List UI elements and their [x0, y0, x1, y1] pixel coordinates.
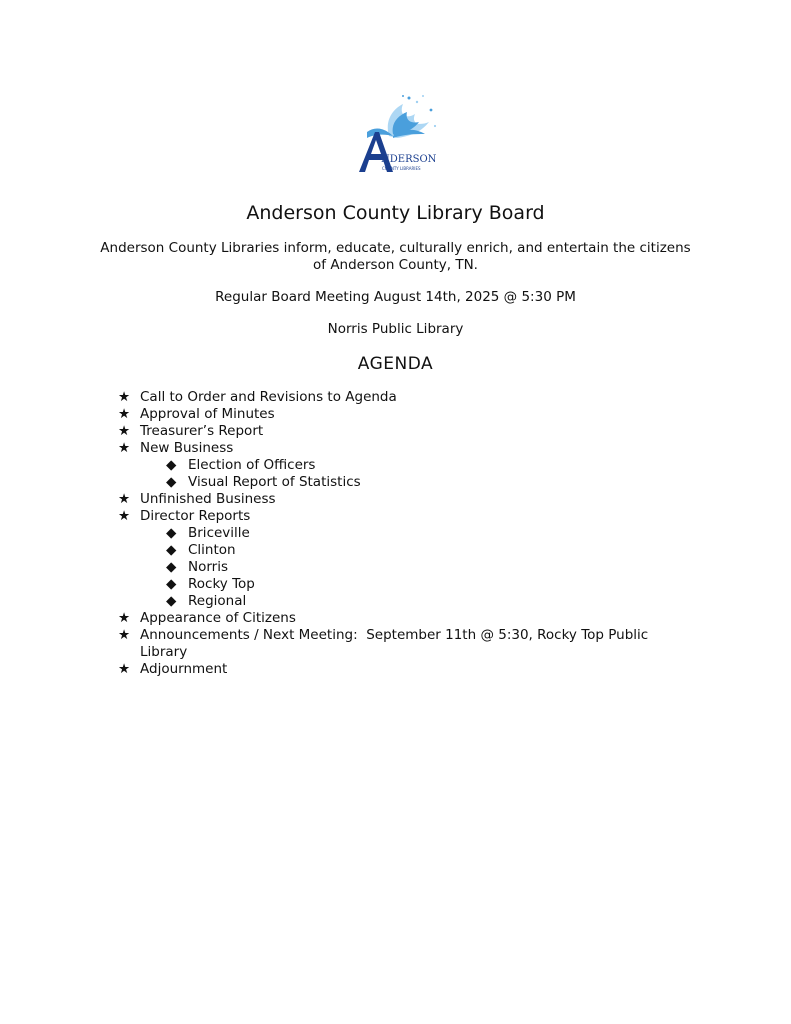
star-bullet-icon: ★	[118, 508, 131, 524]
agenda-subitem	[166, 474, 678, 491]
diamond-bullet-icon: ◆	[166, 457, 177, 473]
director-reports-sublist	[140, 525, 678, 610]
agenda-item-adjournment	[118, 661, 678, 678]
agenda-item-approval-minutes	[118, 406, 678, 423]
agenda-item-call-to-order	[118, 389, 678, 406]
mission-statement: Anderson County Libraries inform, educate, culturally enrich, and entertain the citizens of Anderson County, TN.	[100, 240, 691, 273]
star-bullet-icon: ★	[118, 661, 131, 677]
agenda-subitem	[166, 593, 678, 610]
agenda-item-label: New Business	[140, 440, 234, 456]
agenda-subitem	[166, 457, 678, 474]
star-bullet-icon: ★	[118, 423, 131, 439]
diamond-bullet-icon: ◆	[166, 542, 177, 558]
star-bullet-icon: ★	[118, 389, 131, 405]
agenda-subitem-label: Briceville	[188, 525, 250, 541]
agenda-item-appearance-citizens	[118, 610, 678, 627]
diamond-bullet-icon: ◆	[166, 576, 177, 592]
diamond-bullet-icon: ◆	[166, 593, 177, 609]
new-business-sublist	[140, 457, 678, 491]
star-bullet-icon: ★	[118, 627, 131, 643]
star-bullet-icon: ★	[118, 491, 131, 507]
agenda-item-label: Unfinished Business	[140, 491, 276, 507]
meeting-location: Norris Public Library	[327, 321, 464, 337]
agenda-item-announcements	[118, 627, 678, 661]
diamond-bullet-icon: ◆	[166, 559, 177, 575]
star-bullet-icon: ★	[118, 610, 131, 626]
star-bullet-icon: ★	[118, 406, 131, 422]
agenda-subitem-label: Rocky Top	[188, 576, 255, 592]
diamond-bullet-icon: ◆	[166, 525, 177, 541]
agenda-item-label: Treasurer’s Report	[140, 423, 264, 439]
agenda-subitem	[166, 576, 678, 593]
agenda-item-label: Appearance of Citizens	[140, 610, 296, 626]
agenda-item-label: Call to Order and Revisions to Agenda	[140, 389, 397, 405]
agenda-subitem	[166, 525, 678, 542]
logo-text: NDERSON	[381, 154, 437, 165]
agenda-subitem-label: Election of Officers	[188, 457, 316, 473]
agenda-item-treasurer-report	[118, 423, 678, 440]
agenda-item-label: Announcements / Next Meeting: September 11th @ 5:30, Rocky Top Public Library	[140, 627, 653, 660]
agenda-subitem	[166, 542, 678, 559]
agenda-item-label: Director Reports	[140, 508, 251, 524]
diamond-bullet-icon: ◆	[166, 474, 177, 490]
agenda-item-label: Approval of Minutes	[140, 406, 275, 422]
agenda-item-label: Adjournment	[140, 661, 228, 677]
agenda-subitem-label: Clinton	[188, 542, 236, 558]
agenda-item-unfinished-business	[118, 491, 678, 508]
agenda-item-new-business	[118, 440, 678, 491]
agenda-subitem	[166, 559, 678, 576]
document-title: Anderson County Library Board	[246, 202, 545, 224]
anderson-county-libraries-logo	[345, 92, 445, 178]
agenda-list	[118, 389, 678, 678]
agenda-heading: AGENDA	[357, 354, 434, 374]
agenda-subitem-label: Regional	[188, 593, 247, 609]
agenda-subitem-label: Norris	[188, 559, 229, 575]
star-bullet-icon: ★	[118, 440, 131, 456]
agenda-subitem-label: Visual Report of Statistics	[188, 474, 361, 490]
agenda-item-director-reports	[118, 508, 678, 610]
meeting-info: Regular Board Meeting August 14th, 2025 @ 5:30 PM	[215, 289, 576, 305]
logo-subtext: COUNTY LIBRARIES	[382, 166, 421, 171]
